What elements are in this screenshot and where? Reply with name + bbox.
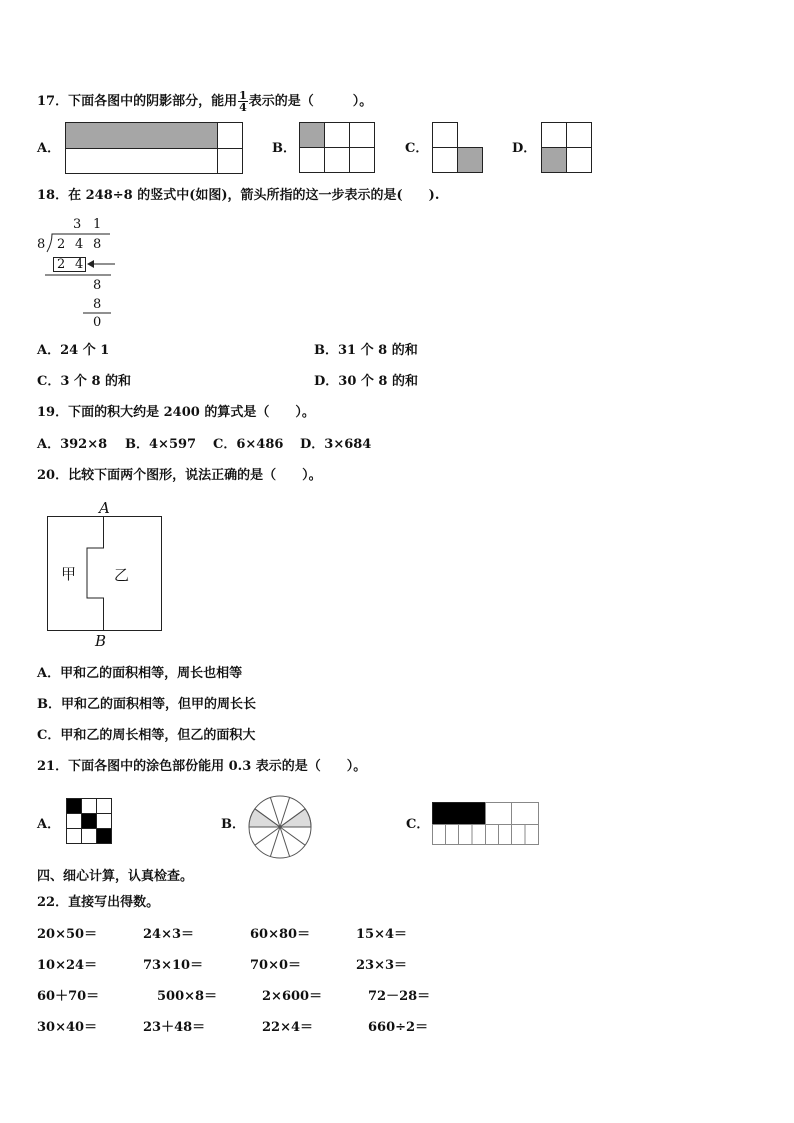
remainder-digit: 8 xyxy=(93,278,102,293)
q20-label-a: A xyxy=(99,499,110,517)
divisor: 8 xyxy=(37,237,46,252)
step-digit: 2 xyxy=(57,257,66,272)
q17-figure-b[interactable] xyxy=(299,122,379,176)
q21-figure-c[interactable] xyxy=(432,802,542,848)
q17-option-d-label[interactable]: D． xyxy=(512,141,537,156)
q21-option-a-label[interactable]: A． xyxy=(37,817,61,832)
q22-item: 2×600＝ xyxy=(262,989,323,1004)
q19-stem: 19．下面的积大约是 2400 的算式是（ ）。 xyxy=(37,405,315,420)
q20-option-a[interactable]: A．甲和乙的面积相等，周长也相等 xyxy=(37,666,243,681)
final-digit: 0 xyxy=(93,315,102,330)
division-bracket-lines xyxy=(35,215,125,330)
q21-figure-b[interactable] xyxy=(248,795,314,861)
step-digit: 4 xyxy=(75,257,84,272)
q17-figure-a[interactable] xyxy=(65,122,245,176)
q20-option-c[interactable]: C．甲和乙的周长相等，但乙的面积大 xyxy=(37,728,256,743)
q17-option-c-label[interactable]: C． xyxy=(405,141,429,156)
q19-option-b[interactable]: B．4×597 xyxy=(125,437,197,452)
dividend-digit: 4 xyxy=(75,237,84,252)
q18-long-division xyxy=(35,215,125,330)
q22-item: 30×40＝ xyxy=(37,1020,98,1035)
q17-figure-d[interactable] xyxy=(541,122,595,176)
q22-item: 60×80＝ xyxy=(250,927,311,942)
q17-figure-c[interactable] xyxy=(432,122,486,176)
q21-stem: 21．下面各图中的涂色部份能用 0.3 表示的是（ ）。 xyxy=(37,759,367,774)
q22-item: 73×10＝ xyxy=(143,958,204,973)
arrow-left-icon xyxy=(87,258,117,272)
q18-stem: 18．在 248÷8 的竖式中(如图)，箭头所指的这一步表示的是( ). xyxy=(37,188,440,203)
q21-figure-a[interactable] xyxy=(66,798,114,846)
q20-label-yi: 乙 xyxy=(114,566,130,584)
q22-item: 60＋70＝ xyxy=(37,989,100,1004)
q17-option-a-label[interactable]: A． xyxy=(37,141,61,156)
q20-stem: 20．比较下面两个图形，说法正确的是（ ）。 xyxy=(37,468,322,483)
dividend-digit: 8 xyxy=(93,237,102,252)
q22-item: 22×4＝ xyxy=(262,1020,314,1035)
q19-option-a[interactable]: A．392×8 xyxy=(37,437,108,452)
fraction: $\frac{1}{4}$ xyxy=(239,89,247,114)
q19-option-d[interactable]: D．3×684 xyxy=(300,437,372,452)
q21-option-c-label[interactable]: C． xyxy=(406,817,430,832)
q20-option-b[interactable]: B．甲和乙的面积相等，但甲的周长长 xyxy=(37,697,257,712)
q22-item: 20×50＝ xyxy=(37,927,98,942)
q17-stem: 17．下面各图中的阴影部分，能用 $\frac{1}{4}$ 表示的是（ ）。 xyxy=(37,89,373,114)
q18-option-b[interactable]: B．31 个 8 的和 xyxy=(314,343,418,358)
q22-item: 23＋48＝ xyxy=(143,1020,206,1035)
quotient-digit: 1 xyxy=(93,217,102,232)
remainder-digit: 8 xyxy=(93,297,102,312)
q18-option-a[interactable]: A．24 个 1 xyxy=(37,343,110,358)
q19-option-c[interactable]: C．6×486 xyxy=(213,437,284,452)
q22-item: 72－28＝ xyxy=(368,989,431,1004)
q22-item: 70×0＝ xyxy=(250,958,302,973)
q22-item: 24×3＝ xyxy=(143,927,195,942)
q22-item: 15×4＝ xyxy=(356,927,408,942)
q22-item: 660÷2＝ xyxy=(368,1020,429,1035)
q22-stem: 22．直接写出得数。 xyxy=(37,895,160,910)
q22-item: 10×24＝ xyxy=(37,958,98,973)
q22-item: 500×8＝ xyxy=(157,989,218,1004)
q22-item: 23×3＝ xyxy=(356,958,408,973)
q18-option-c[interactable]: C．3 个 8 的和 xyxy=(37,374,132,389)
q18-option-d[interactable]: D．30 个 8 的和 xyxy=(314,374,418,389)
q20-label-b: B xyxy=(95,632,107,650)
q17-option-b-label[interactable]: B． xyxy=(272,141,296,156)
q21-option-b-label[interactable]: B． xyxy=(221,817,245,832)
dividend-digit: 2 xyxy=(57,237,66,252)
q20-label-jia: 甲 xyxy=(61,565,77,583)
section-4-title: 四、细心计算，认真检查。 xyxy=(37,869,194,884)
quotient-digit: 3 xyxy=(73,217,82,232)
